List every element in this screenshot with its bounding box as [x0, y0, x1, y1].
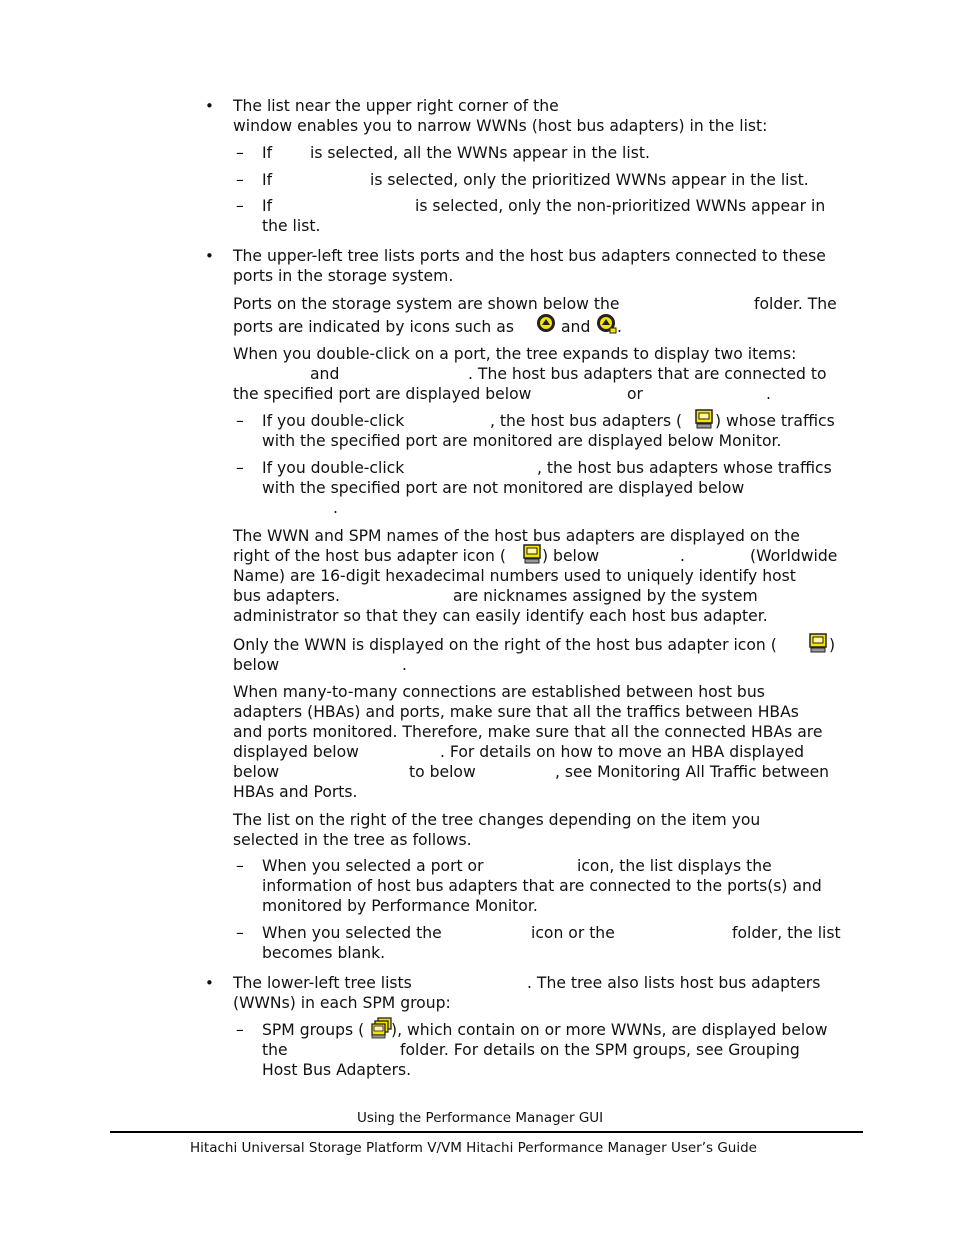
- text-fragment: . The host bus adapters that are connected to: [468, 365, 827, 383]
- text-fragment: (Worldwide: [750, 547, 838, 565]
- text-fragment: icon or the: [531, 924, 615, 942]
- text-line: with the specified port are not monitored are displayed below: [262, 479, 745, 497]
- text-line: (WWNs) in each SPM group:: [233, 994, 451, 1012]
- host-bus-adapter-icon: [695, 409, 713, 429]
- text-fragment: SPM groups (: [262, 1021, 365, 1039]
- dash-marker: –: [236, 412, 244, 430]
- text-fragment: bus adapters.: [233, 587, 340, 605]
- text-fragment: is selected, only the non-prioritized WWNs appear in: [415, 197, 826, 215]
- text-line: selected in the tree as follows.: [233, 831, 472, 849]
- port-icon: [596, 313, 618, 335]
- port-icon: [536, 313, 556, 333]
- text-line: Name) are 16-digit hexadecimal numbers used to uniquely identify host: [233, 567, 796, 585]
- bullet-marker: •: [205, 974, 214, 992]
- text-line: The list on the right of the tree changes depending on the item you: [233, 811, 761, 829]
- text-line: adapters (HBAs) and ports, make sure that all the traffics between HBAs: [233, 703, 799, 721]
- text-fragment: folder. For details on the SPM groups, see Grouping: [400, 1041, 800, 1059]
- text-fragment: folder, the list: [732, 924, 841, 942]
- text-fragment: are nicknames assigned by the system: [453, 587, 758, 605]
- dash-marker: –: [236, 459, 244, 477]
- dash-marker: –: [236, 197, 244, 215]
- text-fragment: and: [310, 365, 340, 383]
- text-fragment: .: [617, 318, 622, 336]
- text-fragment: If: [262, 197, 273, 215]
- text-line: Host Bus Adapters.: [262, 1061, 412, 1079]
- text-fragment: .: [333, 499, 338, 517]
- spm-group-icon: [371, 1017, 393, 1039]
- text-fragment: Ports on the storage system are shown below the: [233, 295, 620, 313]
- text-fragment: . The tree also lists host bus adapters: [527, 974, 821, 992]
- text-fragment: When you selected a port or: [262, 857, 484, 875]
- dash-marker: –: [236, 857, 244, 875]
- text-line: and ports monitored. Therefore, make sure that all the connected HBAs are: [233, 723, 823, 741]
- text-line: When you double-click on a port, the tree expands to display two items:: [233, 345, 797, 363]
- bullet-marker: •: [205, 97, 214, 115]
- text-fragment: Only the WWN is displayed on the right of the host bus adapter icon (: [233, 636, 777, 654]
- text-fragment: .: [766, 385, 771, 403]
- text-fragment: If you double-click: [262, 412, 405, 430]
- text-fragment: , see Monitoring All Traffic between: [555, 763, 830, 781]
- dash-marker: –: [236, 171, 244, 189]
- dash-marker: –: [236, 924, 244, 942]
- text-fragment: .: [402, 656, 407, 674]
- text-fragment: below: [233, 763, 280, 781]
- text-fragment: If: [262, 171, 273, 189]
- text-line: the list.: [262, 217, 321, 235]
- text-fragment: ) below: [542, 547, 600, 565]
- text-fragment: the specified port are displayed below: [233, 385, 532, 403]
- text-fragment: The lower-left tree lists: [233, 974, 412, 992]
- text-fragment: or: [627, 385, 643, 403]
- text-fragment: right of the host bus adapter icon (: [233, 547, 506, 565]
- text-fragment: displayed below: [233, 743, 359, 761]
- text-line: The list near the upper right corner of the: [233, 97, 559, 115]
- text-fragment: is selected, only the prioritized WWNs appear in the list.: [370, 171, 809, 189]
- text-fragment: is selected, all the WWNs appear in the list.: [310, 144, 650, 162]
- footer-divider: [110, 1131, 863, 1133]
- text-fragment: folder. The: [754, 295, 837, 313]
- text-fragment: .: [680, 547, 685, 565]
- text-fragment: and: [561, 318, 591, 336]
- text-fragment: ) whose traffics: [715, 412, 835, 430]
- text-line: information of host bus adapters that are connected to the ports(s) and: [262, 877, 822, 895]
- text-line: When many-to-many connections are established between host bus: [233, 683, 765, 701]
- text-line: window enables you to narrow WWNs (host bus adapters) in the list:: [233, 117, 768, 135]
- host-bus-adapter-icon: [523, 544, 541, 564]
- text-fragment: If you double-click: [262, 459, 405, 477]
- text-fragment: , the host bus adapters (: [490, 412, 683, 430]
- text-fragment: icon, the list displays the: [577, 857, 772, 875]
- text-line: HBAs and Ports.: [233, 783, 358, 801]
- text-line: with the specified port are monitored are displayed below Monitor.: [262, 432, 782, 450]
- text-fragment: . For details on how to move an HBA displayed: [440, 743, 805, 761]
- text-fragment: to below: [409, 763, 476, 781]
- footer-book-title: Hitachi Universal Storage Platform V/VM Hitachi Performance Manager User’s Guide: [190, 1140, 757, 1156]
- text-line: ports in the storage system.: [233, 267, 454, 285]
- dash-marker: –: [236, 144, 244, 162]
- text-fragment: the: [262, 1041, 288, 1059]
- footer-section-title: Using the Performance Manager GUI: [357, 1110, 604, 1126]
- text-fragment: When you selected the: [262, 924, 442, 942]
- text-fragment: ), which contain on or more WWNs, are displayed below: [391, 1021, 828, 1039]
- text-fragment: below: [233, 656, 280, 674]
- text-line: monitored by Performance Monitor.: [262, 897, 538, 915]
- text-fragment: If: [262, 144, 273, 162]
- bullet-marker: •: [205, 247, 214, 265]
- text-line: The WWN and SPM names of the host bus adapters are displayed on the: [233, 527, 800, 545]
- text-line: becomes blank.: [262, 944, 386, 962]
- text-line: administrator so that they can easily identify each host bus adapter.: [233, 607, 768, 625]
- text-fragment: ports are indicated by icons such as: [233, 318, 514, 336]
- host-bus-adapter-icon: [809, 633, 827, 653]
- text-fragment: , the host bus adapters whose traffics: [537, 459, 832, 477]
- text-line: The upper-left tree lists ports and the host bus adapters connected to these: [233, 247, 826, 265]
- text-fragment: ): [829, 636, 836, 654]
- dash-marker: –: [236, 1021, 244, 1039]
